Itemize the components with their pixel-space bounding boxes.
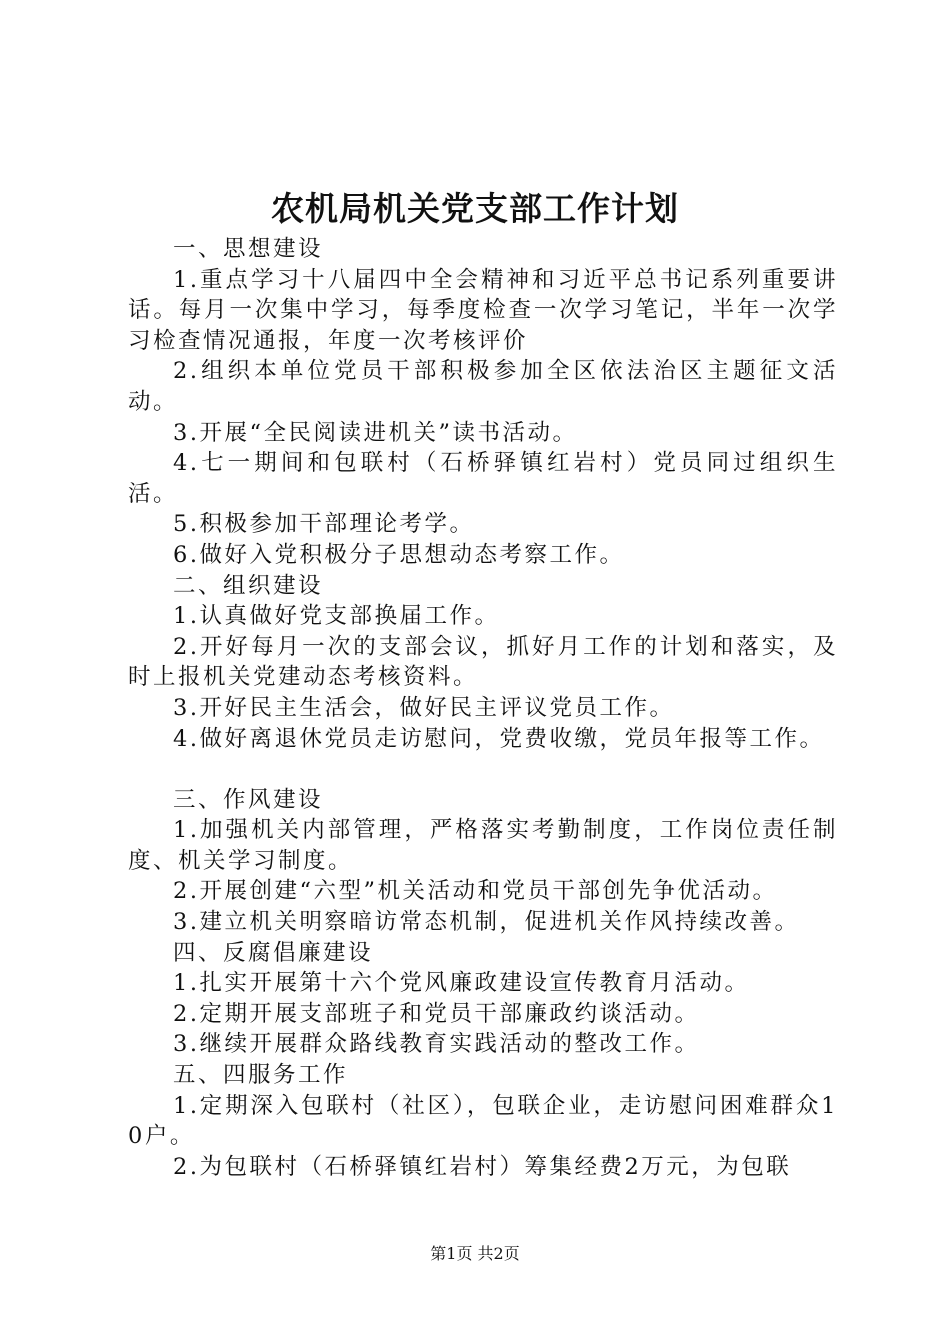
section-heading-1: 一、思想建设 [173,236,324,262]
paragraph: 3.开展“全民阅读进机关”读书活动。 [173,419,578,446]
paragraph: 1.加强机关内部管理，严格落实考勤制度，工作岗位责任制度、机关学习制度。 [128,817,838,874]
paragraph: 6.做好入党积极分子思想动态考察工作。 [173,541,625,568]
paragraph: 2.为包联村（石桥驿镇红岩村）筹集经费2万元，为包联 [173,1153,792,1180]
document-title: 农机局机关党支部工作计划 [271,189,679,228]
section-heading-5: 五、四服务工作 [173,1062,349,1089]
paragraph: 1.扎实开展第十六个党风廉政建设宣传教育月活动。 [173,970,750,997]
paragraph: 4.七一期间和包联村（石桥驿镇红岩村）党员同过组织生活。 [128,450,838,507]
paragraph: 1.重点学习十八届四中全会精神和习近平总书记系列重要讲话。每月一次集中学习，每季度检查一次学习笔记，半年一次学习检查情况通报，年度一次考核评价 [128,266,838,354]
paragraph: 5.积极参加干部理论考学。 [173,511,475,538]
document-body [128,234,838,1182]
section-heading-2: 二、组织建设 [173,572,324,599]
paragraph: 3.继续开展群众路线教育实践活动的整改工作。 [173,1031,700,1058]
section-heading-4: 四、反腐倡廉建设 [173,939,374,966]
paragraph: 2.组织本单位党员干部积极参加全区依法治区主题征文活动。 [128,358,838,415]
section-heading-3: 三、作风建设 [173,786,324,813]
blank-line [128,754,838,785]
page-footer: 第1页 共2页 [430,1244,520,1263]
paragraph: 1.定期深入包联村（社区），包联企业，走访慰问困难群众10户。 [128,1092,838,1150]
paragraph: 2.开好每月一次的支部会议，抓好月工作的计划和落实，及时上报机关党建动态考核资料。 [128,633,838,691]
paragraph: 4.做好离退休党员走访慰问，党费收缴，党员年报等工作。 [173,725,825,752]
paragraph: 3.建立机关明察暗访常态机制，促进机关作风持续改善。 [173,909,800,936]
paragraph: 3.开好民主生活会，做好民主评议党员工作。 [173,694,675,721]
paragraph: 2.定期开展支部班子和党员干部廉政约谈活动。 [173,1000,700,1027]
paragraph: 2.开展创建“六型”机关活动和党员干部创先争优活动。 [173,878,778,905]
paragraph: 1.认真做好党支部换届工作。 [173,603,500,630]
